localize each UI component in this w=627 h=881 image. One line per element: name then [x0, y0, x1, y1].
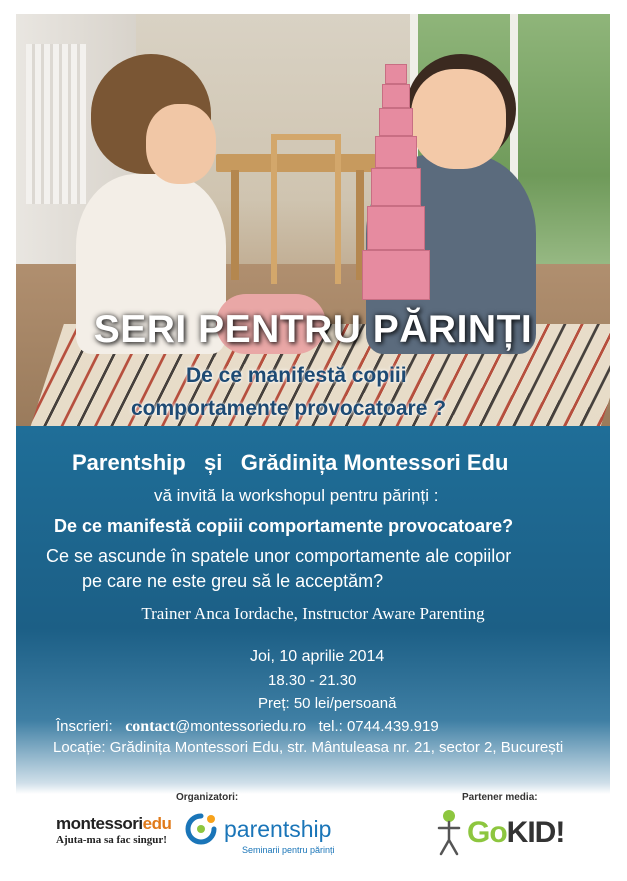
- parentship-tagline: Seminarii pentru părinți: [242, 845, 335, 855]
- montessori-tagline: Ajuta-ma sa fac singur!: [56, 834, 167, 846]
- event-location: Locație: Grădinița Montessori Edu, str. Mântuleasa nr. 21, sector 2, București: [53, 739, 564, 756]
- enroll-phone: tel.: 0744.439.919: [318, 718, 439, 735]
- montessori-edu-logo: [56, 814, 171, 846]
- montessori-brand: [56, 814, 171, 834]
- workshop-description-line-2: pe care ne este greu să le acceptăm?: [82, 571, 384, 591]
- event-hours: 18.30 - 21.30: [268, 672, 357, 689]
- parentship-brand: parentship: [224, 816, 332, 842]
- poster: [16, 14, 610, 794]
- gokid-child-icon: [435, 808, 467, 856]
- organizers-label: Organizatori:: [176, 792, 239, 803]
- gokid-logo: [435, 808, 575, 858]
- invite-text: vă invită la workshopul pentru părinți :: [154, 486, 439, 505]
- tower-block: [382, 84, 410, 108]
- gokid-brand-b: KID!: [506, 816, 565, 849]
- tower-block: [375, 136, 417, 168]
- tower-block: [379, 108, 413, 136]
- gokid-brand: [467, 816, 564, 850]
- event-date: Joi, 10 aprilie 2014: [250, 648, 385, 665]
- sponsors-footer: [0, 786, 627, 881]
- enroll-email-domain[interactable]: @montessoriedu.ro: [174, 718, 307, 735]
- workshop-question: De ce manifestă copiii comportamente provocatoare?: [54, 516, 514, 536]
- parentship-mark-icon: [184, 812, 218, 846]
- enroll-label: Înscrieri:: [56, 718, 113, 735]
- enroll-email-user[interactable]: contact: [125, 718, 175, 735]
- gokid-brand-a: Go: [467, 816, 507, 849]
- poster-subtitle-line-1: De ce manifestă copiii: [186, 364, 407, 387]
- montessori-brand-b: edu: [142, 814, 172, 833]
- tower-block: [371, 168, 421, 206]
- enrollment-line: [16, 718, 610, 736]
- info-band: [16, 426, 610, 794]
- hero-photo: [16, 14, 610, 426]
- poster-title: SERI PENTRU PĂRINȚI: [93, 308, 533, 351]
- trainer-text: Trainer Anca Iordache, Instructor Aware Parenting: [141, 604, 485, 623]
- organizers-line: Parentship și Grădinița Montessori Edu: [72, 450, 509, 475]
- tower-block: [367, 206, 425, 250]
- tower-block: [385, 64, 407, 84]
- photo-table-leg: [231, 170, 239, 280]
- partner-label: Partener media:: [462, 792, 538, 803]
- event-price: Preț: 50 lei/persoană: [258, 695, 397, 712]
- montessori-brand-a: montessori: [56, 814, 143, 833]
- tower-block: [362, 250, 430, 300]
- pink-tower: [356, 64, 436, 324]
- poster-subtitle-line-2: comportamente provocatoare ?: [131, 397, 447, 420]
- workshop-description-line-1: Ce se ascunde în spatele unor comportamente ale copiilor: [46, 546, 512, 566]
- child-face: [146, 104, 216, 184]
